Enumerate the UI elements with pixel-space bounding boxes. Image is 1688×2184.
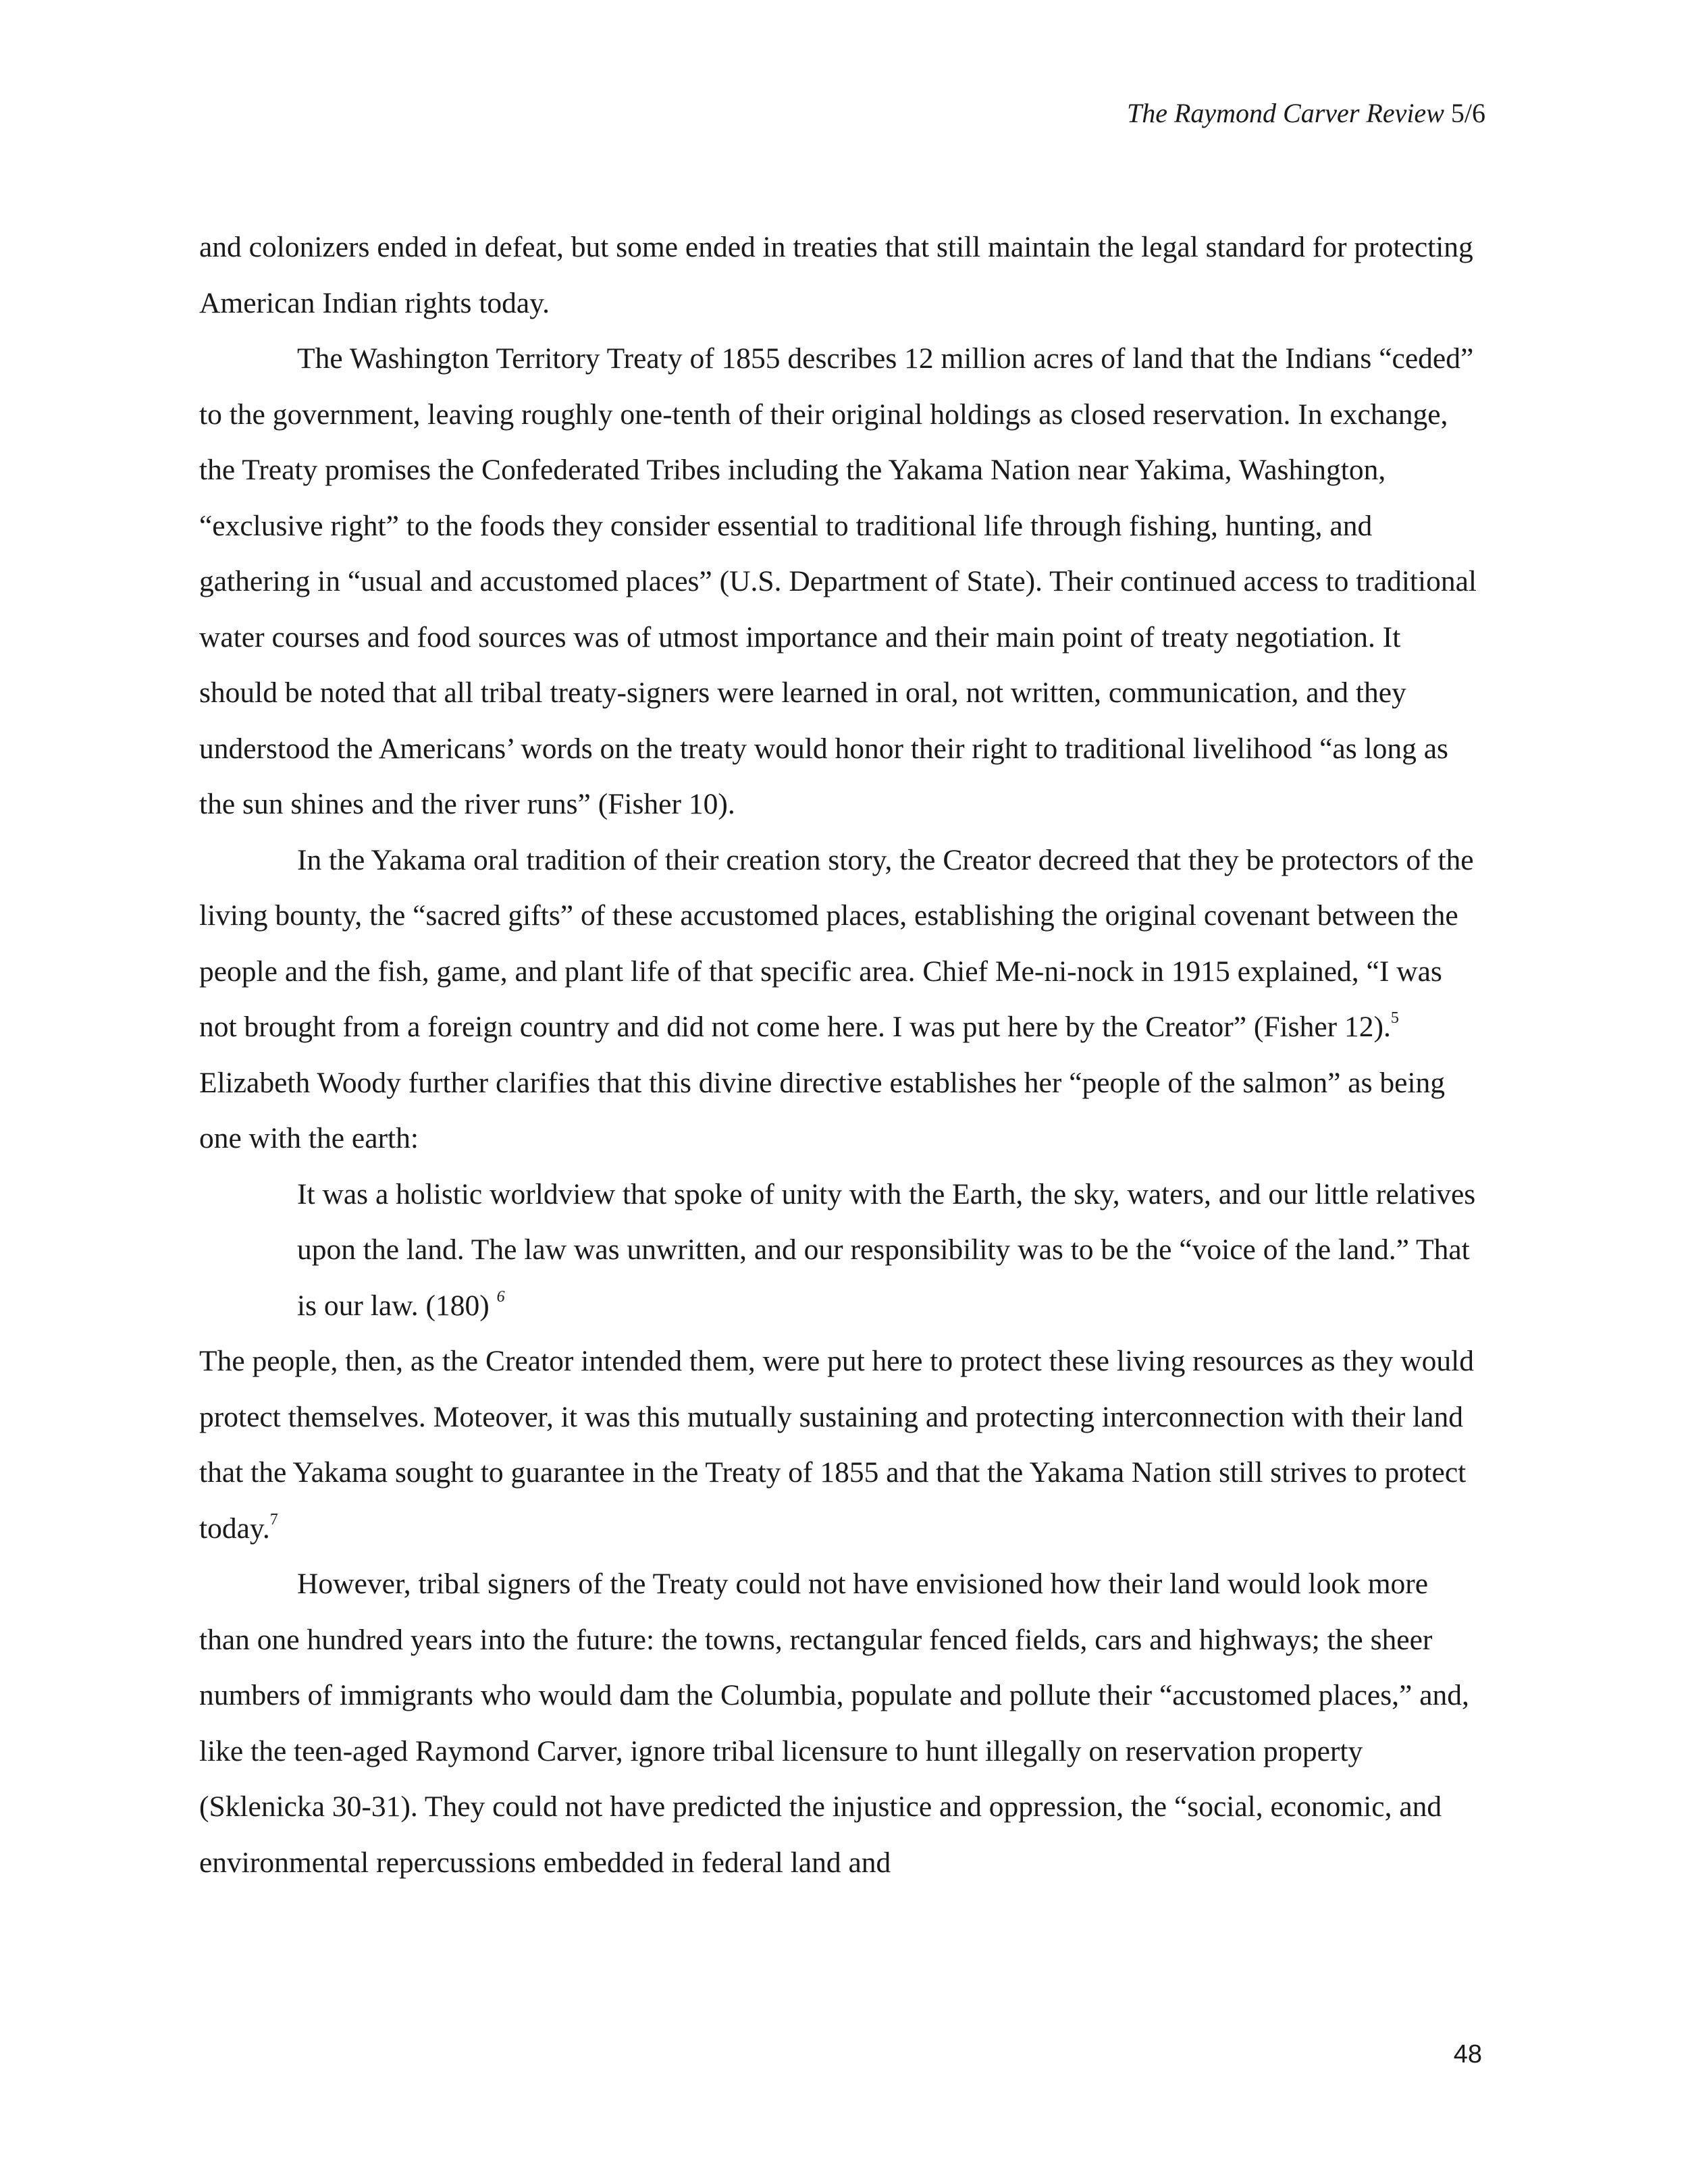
- paragraph-text: However, tribal signers of the Treaty could not have envisioned how their land would look more than one hundred years into the future: the towns, rectangular fenced fields, cars and highways; the sheer numbers of immigrants who would dam the Columbia, populate and pollute their “accustomed places,” and, like the teen-aged Raymond Carver, ignore tribal licensure to hunt illegally on reservation property (Sklenicka 30-31). They could not have predicted the injustice and oppression, the “social, economic, and environmental repercussions embedded in federal land and: [199, 1568, 1469, 1879]
- paragraph: [199, 832, 1485, 1167]
- paragraph-text: In the Yakama oral tradition of their creation story, the Creator decreed that they be protectors of the living bounty, the “sacred gifts” of these accustomed places, establishing the original covenant between the people and the fish, game, and plant life of that specific area. Chief Me-ni-nock in 1915 explained, “I was not brought from a foreign country and did not come here. I was put here by the Creator” (Fisher 12).: [199, 843, 1474, 1043]
- running-header: [1127, 93, 1485, 134]
- block-quote: [297, 1167, 1485, 1334]
- article-body: [199, 219, 1485, 1890]
- paragraph-text: The people, then, as the Creator intended them, were put here to protect these living resources as they would protect themselves. Moteover, it was this mutually sustaining and protecting interconnection with their land that the Yakama sought to guarantee in the Treaty of 1855 and that the Yakama Nation still strives to protect today.: [199, 1345, 1475, 1545]
- paragraph: [199, 331, 1485, 832]
- issue-number: 5/6: [1450, 98, 1485, 128]
- footnote-marker: 7: [269, 1510, 278, 1528]
- footnote-marker: 6: [496, 1287, 505, 1306]
- paragraph-text: Elizabeth Woody further clarifies that this divine directive establishes her “people of the salmon” as being one with the earth:: [199, 1011, 1452, 1154]
- paragraph: [199, 219, 1485, 331]
- paragraph: [199, 1556, 1485, 1890]
- block-quote-text: It was a holistic worldview that spoke of unity with the Earth, the sky, waters, and our little relatives upon the land. The law was unwritten, and our responsibility was to be the “voice of the land.” That is our law. (180): [297, 1177, 1476, 1322]
- paragraph-text: The Washington Territory Treaty of 1855 describes 12 million acres of land that the Indians “ceded” to the government, leaving roughly one-tenth of their original holdings as closed reservation. In exchange, the Treaty promises the Confederated Tribes including the Yakama Nation near Yakima, Washington, “exclusive right” to the foods they consider essential to traditional life through fishing, hunting, and gathering in “usual and accustomed places” (U.S. Department of State). Their continued access to traditional water courses and food sources was of utmost importance and their main point of treaty negotiation. It should be noted that all tribal treaty-signers were learned in oral, not written, communication, and they understood the Americans’ words on the treaty would honor their right to traditional livelihood “as long as the sun shines and the river runs” (Fisher 10).: [199, 342, 1477, 820]
- paragraph-text: and colonizers ended in defeat, but some ended in treaties that still maintain the legal standard for protecting American Indian rights today.: [199, 231, 1473, 319]
- journal-title: The Raymond Carver Review: [1126, 98, 1444, 128]
- paragraph: [199, 1333, 1485, 1556]
- footnote-marker: 5: [1390, 1009, 1399, 1027]
- page-number: 48: [1453, 2040, 1482, 2069]
